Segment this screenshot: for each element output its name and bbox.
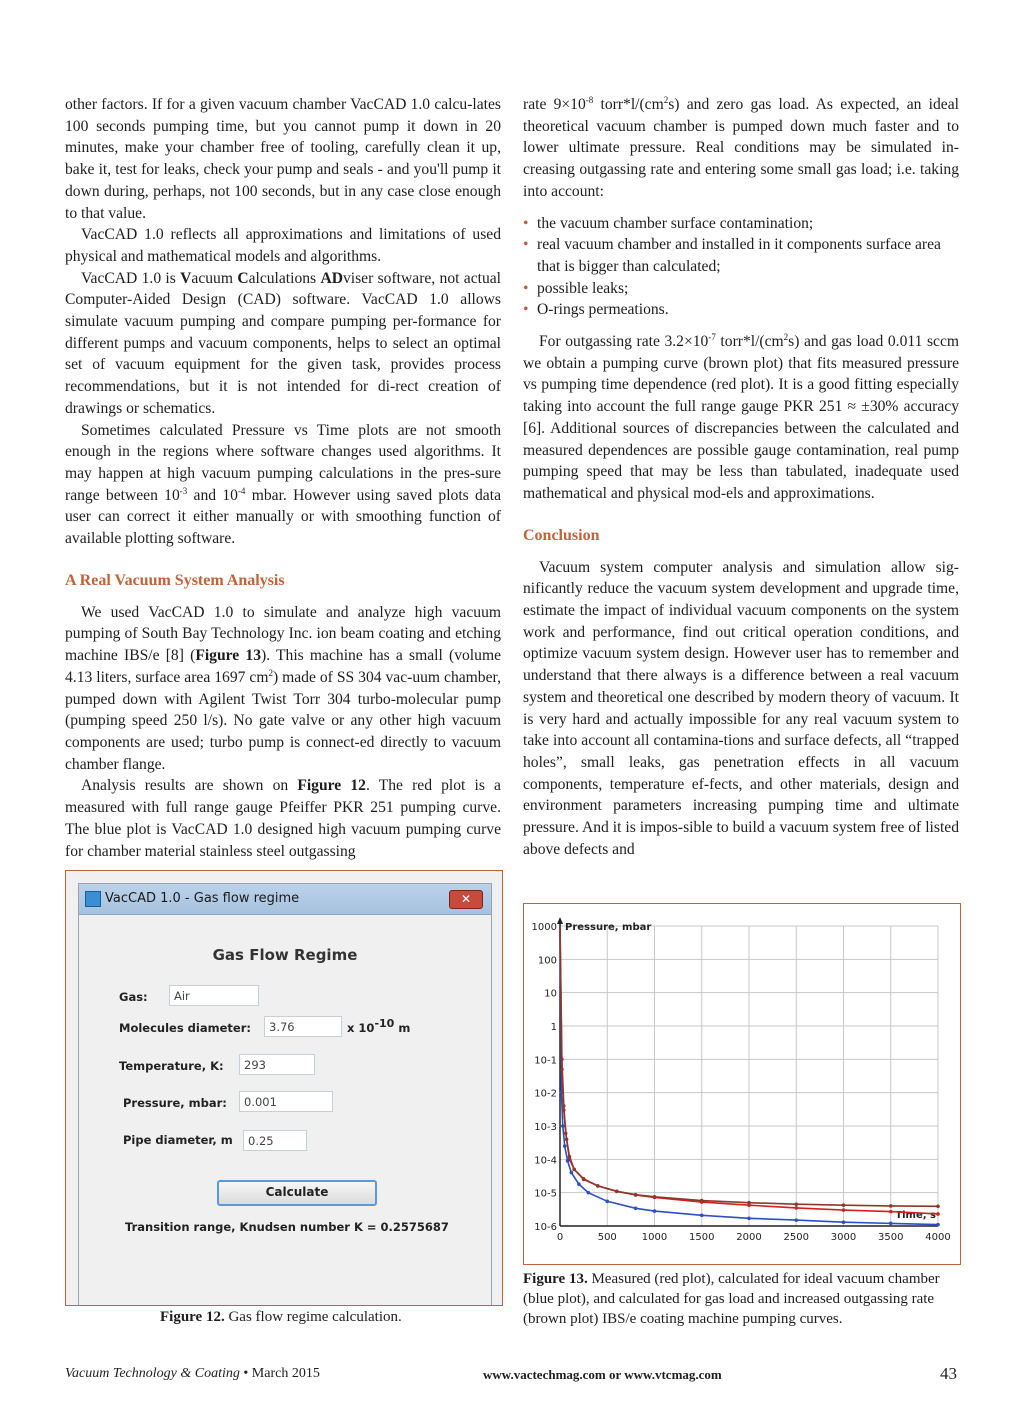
data-point xyxy=(565,1137,569,1141)
y-tick-label: 10 xyxy=(544,988,557,1000)
data-point xyxy=(605,1200,609,1204)
list-item: • possible leaks; xyxy=(523,278,959,300)
data-point xyxy=(794,1218,798,1222)
pressure-label: Pressure, mbar: xyxy=(123,1096,227,1110)
y-tick-label: 1000 xyxy=(531,922,557,933)
figure-13-caption: Figure 13. Measured (red plot), calculated for ideal vacuum chamber (blue plot), and calculated for gas load and increased outgassing rate (brown plot) IBS/e coating machine pumping curves. xyxy=(523,1271,940,1327)
data-point xyxy=(794,1202,798,1206)
paragraph: We used VacCAD 1.0 to simulate and analyze high vacuum pumping of South Bay Technology Inc. ion beam coating and etching machine IBS/e [8] (Figure 13). This machine has a small (volume 4.13 liters, surface area 1697 $cm^2$) made of SS 304 vac-uum chamber, pumped down with Agilent Twist Torr 304 turbo-molecular pump (pumping speed 250 l/s). No gate valve or any other high vacuum components are used; turbo pump is connect-ed directly to vacuum chamber flange. xyxy=(65,603,501,773)
pipe-diameter-label: Pipe diameter, m xyxy=(123,1133,233,1147)
section-heading: A Real Vacuum System Analysis xyxy=(65,571,285,589)
x-axis-label: Time, s xyxy=(895,1210,936,1221)
pipe-diameter-input[interactable]: 0.25 xyxy=(243,1130,307,1151)
x-tick-label: 500 xyxy=(597,1232,617,1243)
dialog-heading: Gas Flow Regime xyxy=(212,946,358,964)
x-tick-label: 4000 xyxy=(925,1232,951,1243)
data-point xyxy=(615,1189,619,1193)
data-point xyxy=(842,1203,846,1207)
data-point xyxy=(634,1206,638,1210)
data-point xyxy=(562,1108,566,1112)
x-tick-label: 1500 xyxy=(689,1232,715,1243)
data-point xyxy=(563,1144,567,1148)
gas-label: Gas: xyxy=(119,990,148,1004)
paragraph: rate $9\times 10^{-8}$ $torr*l/(cm^2s)$ and zero gas load. As expected, an ideal theoretical vacuum chamber is pumped down much faster and to lower ultimate pressure. Real conditions may be simulated in-creasing outgassing rate and entering some small gas load; i.e. taking into account: xyxy=(523,94,959,200)
data-point xyxy=(842,1220,846,1224)
data-point xyxy=(560,1068,564,1072)
paragraph: Sometimes calculated Pressure vs Time plots are not smooth enough in the regions where software changes used algorithms. It may happen at high vacuum pumping calculations in the pres-sure range between $10^{-3}$ and $10^{-4}$ mbar. However using saved plots data user can correct it either manually or with smoothing function of available plotting software. xyxy=(65,421,501,548)
data-point xyxy=(653,1195,657,1199)
temperature-input[interactable]: 293 xyxy=(239,1054,315,1075)
y-tick-label: 10-1 xyxy=(534,1055,557,1067)
data-point xyxy=(572,1168,576,1172)
data-point xyxy=(700,1199,704,1203)
molecule-diameter-label: Molecules diameter: xyxy=(119,1021,251,1035)
left-column xyxy=(65,94,501,862)
footer-journal: Vacuum Technology & Coating • March 2015 xyxy=(65,1366,320,1381)
list-item: • real vacuum chamber and installed in it components surface area that is bigger than calculated; xyxy=(523,234,959,277)
y-tick-label: 1 xyxy=(550,1022,557,1033)
temperature-label: Temperature, K: xyxy=(119,1059,224,1073)
data-point xyxy=(747,1201,751,1205)
x-tick-label: 0 xyxy=(556,1232,564,1243)
x-tick-label: 3000 xyxy=(830,1232,857,1243)
data-point xyxy=(587,1191,591,1195)
x-tick-label: 2000 xyxy=(736,1232,762,1243)
list-item: • O-rings permeations. xyxy=(523,299,959,321)
dialog-window xyxy=(78,883,492,1306)
data-point xyxy=(577,1182,581,1186)
data-point xyxy=(566,1159,570,1163)
figure-13-chart xyxy=(523,903,961,1265)
data-point xyxy=(842,1208,846,1212)
title-bar xyxy=(79,884,491,915)
data-point xyxy=(747,1217,751,1221)
x-tick-label: 3500 xyxy=(878,1232,904,1243)
paragraph: Vacuum system computer analysis and simulation allow sig-nificantly reduce the vacuum system development and upgrade time, estimate the impact of individual vacuum components on the system work and performance, find out critical operation conditions, and optimize vacuum system design. However user has to remember and understand that there always is a difference between a real vacuum system and theoretical one described by modern theory of vacuum. It is very hard and actually impossible for any real vacuum system to take into account all contamina-tions and surface defects, all “trapped holes”, small leaks, gas penetration effects in all vacuum components, temperature ef-fects, and other materials, design and environment parameters increasing pumping time and ultimate pressure. And it is impos-sible to build a vacuum system free of listed above defects and xyxy=(523,558,959,858)
data-point xyxy=(653,1209,657,1213)
right-column xyxy=(523,94,959,861)
y-tick-label: 100 xyxy=(537,955,557,967)
y-tick-label: 10-3 xyxy=(534,1122,557,1133)
x-tick-label: 2500 xyxy=(783,1232,809,1243)
data-point xyxy=(889,1204,893,1208)
y-tick-label: 10-6 xyxy=(534,1222,557,1233)
data-point xyxy=(582,1177,586,1181)
gas-input[interactable]: Air xyxy=(169,985,259,1006)
y-tick-label: 10-5 xyxy=(534,1188,557,1200)
data-point xyxy=(570,1171,574,1175)
paragraph: other factors. If for a given vacuum chamber VacCAD 1.0 calcu-lates 100 seconds pumping time, but you cannot pump it down in 20 minutes, make your chamber free of tooling, carefully clean it up, bake it, test for leaks, check your pump and seals - and you'll pump it down during, perhaps, not 100 seconds, but in any case close enough to that value. xyxy=(65,96,501,222)
pressure-input[interactable]: 0.001 xyxy=(239,1091,333,1112)
paragraph: VacCAD 1.0 reflects all approximations and limitations of used physical and mathematical models and algorithms. xyxy=(65,226,501,265)
y-tick-label: 10-2 xyxy=(534,1088,557,1100)
data-point xyxy=(700,1213,704,1217)
data-point xyxy=(936,1212,940,1216)
paragraph: VacCAD 1.0 is Vacuum Calculations ADviser software, not actual Computer-Aided Design (CAD) software. VacCAD 1.0 allows simulate vacuum pumping and compare pumping per-formance for different pumps and vacuum components, helps to select an optimal set of vacuum equipment for the given task, provides process recommendations, but it is not intended for di-rect creation of drawings or schematics. xyxy=(65,269,501,417)
calculate-button[interactable]: Calculate xyxy=(217,1180,377,1206)
window-title: VacCAD 1.0 - Gas flow regime xyxy=(105,891,300,906)
data-point xyxy=(889,1210,893,1214)
list-item: • the vacuum chamber surface contamination; xyxy=(523,213,959,235)
paragraph: Analysis results are shown on Figure 12. The red plot is a measured with full range gauge Pfeiffer PKR 251 pumping curve. The blue plot is VacCAD 1.0 designed high vacuum pumping curve for chamber material stainless steel outgassing xyxy=(65,777,501,860)
figure-12-caption: Figure 12. Gas flow regime calculation. xyxy=(160,1309,402,1325)
figure-12-screenshot xyxy=(65,870,503,1306)
y-axis-label: Pressure, mbar xyxy=(565,922,652,933)
x-tick-label: 1000 xyxy=(641,1232,668,1243)
footer-website: www.vactechmag.com or www.vtcmag.com xyxy=(483,1367,722,1382)
bullet-list xyxy=(523,213,959,322)
data-point xyxy=(561,1124,565,1128)
result-text: Transition range, Knudsen number K = 0.2575687 xyxy=(125,1220,449,1234)
data-point xyxy=(936,1223,940,1227)
molecule-diameter-input[interactable]: 3.76 xyxy=(264,1016,342,1037)
app-icon xyxy=(85,891,101,907)
section-heading: Conclusion xyxy=(523,526,600,544)
data-point xyxy=(568,1155,572,1159)
close-button[interactable]: ✕ xyxy=(449,890,483,909)
y-tick-label: 10-4 xyxy=(534,1155,557,1167)
y-axis-arrow xyxy=(557,917,563,924)
paragraph: For outgassing rate $3.2\times 10^{-7}$ $torr*l/(cm^2s)$ and gas load 0.011 sccm we obtain a pumping curve (brown plot) that fits measured pressure vs pumping time dependence (red plot). It is a good fitting especially taking into account the full range gauge PKR 251 ≈ ±30% accuracy [6]. Additional sources of discrepancies between the calculated and measured dependences are possible gauge contamination, real pump pumping speed that may be less than tabulated, inadequate used mathematical and physical mod-els and approximations. xyxy=(523,331,959,502)
data-point xyxy=(794,1206,798,1210)
data-point xyxy=(596,1184,600,1188)
page-number: 43 xyxy=(940,1364,957,1383)
molecule-unit: x $10^{-10}$ m xyxy=(347,1017,411,1035)
pumping-curves-chart xyxy=(524,904,960,1264)
data-point xyxy=(936,1204,940,1208)
data-point xyxy=(634,1193,638,1197)
data-point xyxy=(889,1222,893,1226)
